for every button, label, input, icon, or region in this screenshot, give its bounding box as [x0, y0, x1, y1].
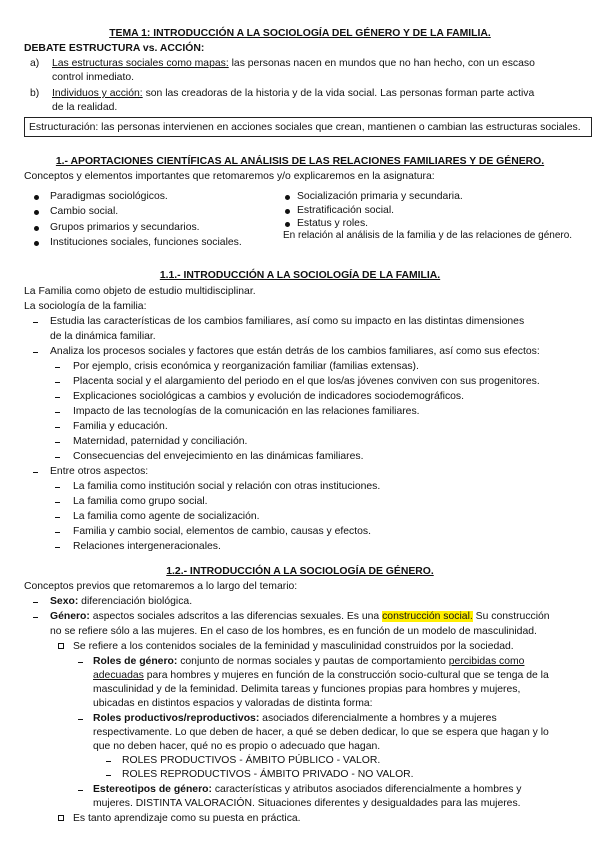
- paragraph: La Familia como objeto de estudio multidisciplinar.: [24, 286, 256, 297]
- sub-list-item: Explicaciones sociológicas a cambios y evolución de indicadores sociodemográficos.: [73, 391, 465, 402]
- concept-genero: [50, 610, 550, 623]
- sub-sub-list-item: ROLES REPRODUCTIVOS - ÁMBITO PRIVADO - NO VALOR.: [122, 769, 414, 780]
- section-1-1-heading: 1.1.- INTRODUCCIÓN A LA SOCIOLOGÍA DE LA FAMILIA.: [159, 270, 441, 281]
- dash-icon: [78, 790, 83, 791]
- paragraph: Conceptos previos que retomaremos a lo largo del temario:: [24, 581, 298, 592]
- sub-sub-list-item: ROLES PRODUCTIVOS - ÁMBITO PÚBLICO - VALOR.: [122, 755, 381, 766]
- sub-list-item: La familia como agente de socialización.: [73, 511, 260, 522]
- dash-icon: [55, 502, 60, 503]
- list-item: Estudia las características de los cambios familiares, así como su impacto en las distintas dimensiones: [50, 316, 525, 327]
- dash-icon: [33, 617, 38, 618]
- concept-estereotipos: [93, 783, 522, 796]
- debate-item-b-continuation: de la realidad.: [52, 102, 118, 113]
- concept-roles-text-2: para hombres y mujeres en función de la construcción socio-cultural que se tenga de la: [143, 670, 549, 681]
- debate-item-b-term: Individuos y acción:: [52, 88, 143, 99]
- concept-est-continuation: mujeres. DISTINTA VALORACIÓN. Situaciones diferentes y desigualdades para las mujeres.: [93, 798, 521, 809]
- dash-icon: [55, 457, 60, 458]
- dash-icon: [55, 532, 60, 533]
- sub-list-item: Relaciones intergeneracionales.: [73, 541, 221, 552]
- debate-item-a-marker: a): [30, 58, 40, 69]
- sub-list-item: Por ejemplo, crisis económica y reorganización familiar (familias extensas).: [73, 361, 419, 372]
- highlighted-text: construcción social.: [382, 611, 473, 622]
- concept-item: Estatus y roles.: [297, 218, 369, 229]
- dash-icon: [55, 427, 60, 428]
- debate-item-a-term: Las estructuras sociales como mapas:: [52, 58, 229, 69]
- sub-list-item: Maternidad, paternidad y conciliación.: [73, 436, 248, 447]
- debate-item-a-continuation: control inmediato.: [52, 72, 135, 83]
- dash-icon: [55, 442, 60, 443]
- debate-heading: DEBATE ESTRUCTURA vs. ACCIÓN:: [24, 43, 205, 54]
- debate-item-a: [52, 57, 535, 70]
- sub-list-item: Consecuencias del envejecimiento en las dinámicas familiares.: [73, 451, 364, 462]
- dash-icon: [33, 472, 38, 473]
- bullet-icon: [34, 195, 39, 200]
- concept-prod-text: asociados diferencialmente a hombres y a mujeres: [259, 713, 497, 724]
- dash-icon: [33, 602, 38, 603]
- bullet-icon: [34, 210, 39, 215]
- paragraph: La sociología de la familia:: [24, 301, 147, 312]
- dash-icon: [55, 382, 60, 383]
- structuration-box: [24, 117, 592, 137]
- structuration-text: Estructuración: las personas intervienen en acciones sociales que crean, mantienen o cambian las estructuras sociales.: [29, 122, 581, 133]
- concept-item: Instituciones sociales, funciones sociales.: [50, 237, 242, 248]
- dash-icon: [55, 547, 60, 548]
- dash-icon: [55, 517, 60, 518]
- bullet-icon: [285, 209, 290, 214]
- dash-icon: [33, 322, 38, 323]
- sub-list-item: Placenta social y el alargamiento del periodo en el que los/as jóvenes conviven con sus progenitores.: [73, 376, 540, 387]
- concept-item: Cambio social.: [50, 206, 119, 217]
- dash-icon: [78, 719, 83, 720]
- sub-list-item: Impacto de las tecnologías de la comunicación en las relaciones familiares.: [73, 406, 420, 417]
- concept-roles-text: conjunto de normas sociales y pautas de comportamiento: [177, 656, 449, 667]
- dash-icon: [78, 662, 83, 663]
- concept-roles-productivos: [93, 712, 497, 725]
- concept-item: Socialización primaria y secundaria.: [297, 191, 463, 202]
- debate-item-b-marker: b): [30, 88, 40, 99]
- concept-sexo-text: diferenciación biológica.: [78, 596, 193, 607]
- bullet-icon: [34, 226, 39, 231]
- concept-item: Grupos primarios y secundarios.: [50, 222, 200, 233]
- debate-item-a-text: las personas nacen en mundos que no han hecho, con un escaso: [228, 58, 535, 69]
- list-item-continuation: de la dinámica familiar.: [50, 331, 156, 342]
- section-1-intro: Conceptos y elementos importantes que retomaremos y/o explicaremos en la asignatura:: [24, 171, 435, 182]
- dash-icon: [33, 352, 38, 353]
- dash-icon: [55, 487, 60, 488]
- concept-prod-continuation: que no deben hacer, qué no es propio o adecuado que hagan.: [93, 741, 381, 752]
- concept-est-text: características y atributos asociados diferencialmente a hombres y: [211, 784, 522, 795]
- dash-icon: [55, 367, 60, 368]
- sub-list-item: La familia como grupo social.: [73, 496, 208, 507]
- sub-list-item: La familia como institución social y relación con otras instituciones.: [73, 481, 381, 492]
- concepts-note: En relación al análisis de la familia y de las relaciones de género.: [283, 230, 573, 241]
- debate-item-b-text: son las creadoras de la historia y de la vida social. Las personas forman parte activa: [142, 88, 535, 99]
- concept-item: Estratificación social.: [297, 205, 395, 216]
- document-title: TEMA 1: INTRODUCCIÓN A LA SOCIOLOGÍA DEL GÉNERO Y DE LA FAMILIA.: [109, 28, 491, 39]
- concept-prod-term: Roles productivos/reproductivos:: [93, 713, 260, 724]
- concept-item: Paradigmas sociológicos.: [50, 191, 168, 202]
- concept-roles-continuation: ubicadas en distintos espacios y valoradas de distinta forma:: [93, 698, 373, 709]
- sub-list-item: Familia y cambio social, elementos de cambio, causas y efectos.: [73, 526, 371, 537]
- bullet-icon: [285, 195, 290, 200]
- concept-genero-continuation: no se refiere sólo a las mujeres. En el caso de los hombres, es en función de un modelo de masculinidad.: [50, 626, 537, 637]
- bullet-icon: [34, 241, 39, 246]
- concept-prod-continuation: respectivamente. Lo que deben de hacer, a qué se deben dedicar, lo que se espera que hagan y lo: [93, 727, 549, 738]
- section-1-2-heading: 1.2.- INTRODUCCIÓN A LA SOCIOLOGÍA DE GÉNERO.: [166, 566, 434, 577]
- debate-item-b: [52, 87, 534, 100]
- underlined-text: percibidas como: [448, 656, 525, 667]
- concept-genero-term: Género:: [50, 611, 90, 622]
- concept-roles-term: Roles de género:: [93, 656, 178, 667]
- concept-genero-text: aspectos sociales adscritos a las diferencias sexuales. Es una: [89, 611, 383, 622]
- sub-list-item: Es tanto aprendizaje como su puesta en práctica.: [73, 813, 301, 824]
- concept-sexo: [50, 595, 192, 608]
- checkbox-bullet-icon: [58, 815, 64, 821]
- section-1-heading: 1.- APORTACIONES CIENTÍFICAS AL ANÁLISIS DE LAS RELACIONES FAMILIARES Y DE GÉNERO.: [55, 156, 545, 167]
- checkbox-bullet-icon: [58, 643, 64, 649]
- dash-icon: [55, 412, 60, 413]
- underlined-text: adecuadas: [93, 670, 144, 681]
- sub-list-item: Familia y educación.: [73, 421, 168, 432]
- concept-roles-continuation: masculinidad y de la feminidad. Delimita tareas y funciones propias para hombres y mujeres,: [93, 684, 521, 695]
- concept-est-term: Estereotipos de género:: [93, 784, 212, 795]
- dash-icon: [106, 775, 111, 776]
- dash-icon: [106, 761, 111, 762]
- bullet-icon: [285, 222, 290, 227]
- concept-roles-continuation: [93, 669, 549, 682]
- concept-roles-genero: [93, 655, 524, 668]
- sub-list-item: Se refiere a los contenidos sociales de la feminidad y masculinidad construidos por la sociedad.: [73, 641, 514, 652]
- list-item: Entre otros aspectos:: [50, 466, 149, 477]
- concept-sexo-term: Sexo:: [50, 596, 79, 607]
- concept-genero-text-2: Su construcción: [472, 611, 550, 622]
- dash-icon: [55, 397, 60, 398]
- list-item: Analiza los procesos sociales y factores que están detrás de los cambios familiares, así como sus efectos:: [50, 346, 540, 357]
